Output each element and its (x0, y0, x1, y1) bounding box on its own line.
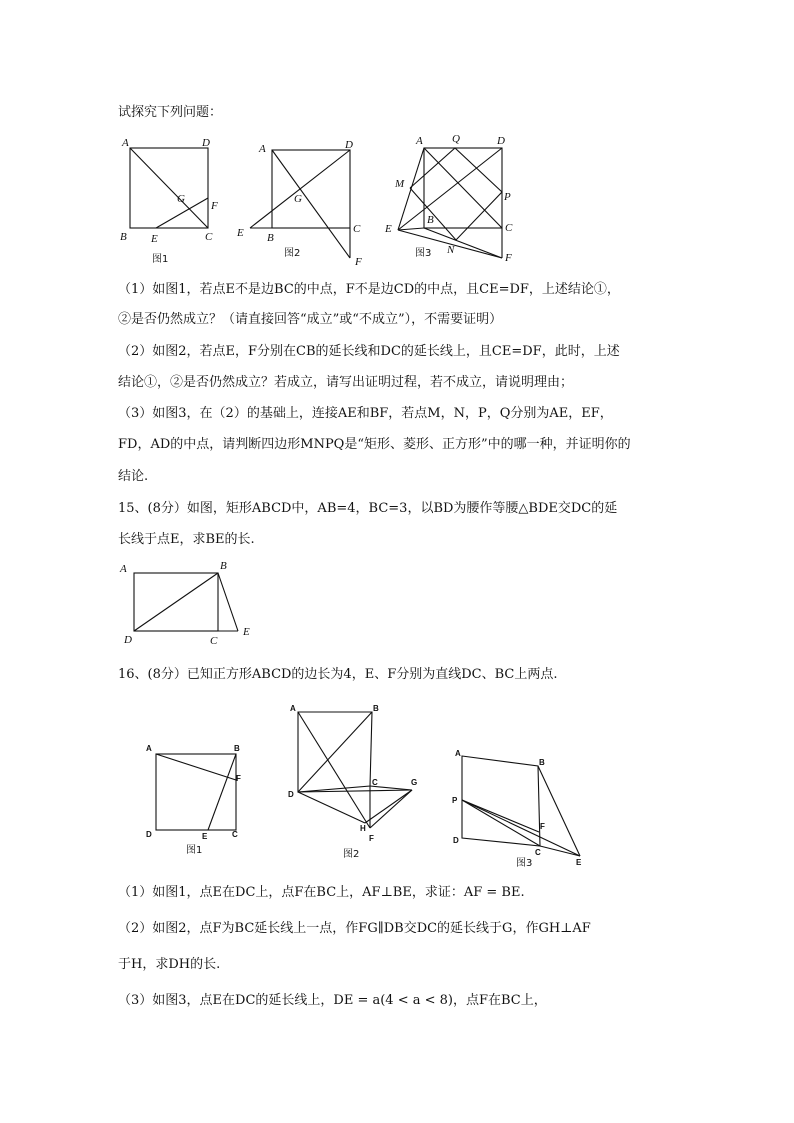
fig3-label-e: E (385, 223, 392, 235)
q15-label-e: E (243, 626, 250, 638)
q16-fig1-label-d: D (146, 830, 152, 839)
q16-fig3-extension-ce (540, 846, 580, 856)
q14-part1-line1: （1）如图1，若点E不是边BC的中点，F不是边CD的中点，且CE=DF，上述结论①， (118, 282, 620, 297)
q16-fig1-label-a: A (146, 744, 152, 753)
q16-fig2-segment-gf (370, 790, 412, 828)
fig1-label-e: E (151, 233, 158, 245)
fig3-label-p: P (504, 191, 511, 203)
fig3-label-m: M (395, 178, 405, 190)
fig2-label-g: G (294, 193, 302, 205)
q16-fig3-label-a: A (455, 749, 461, 758)
q16-fig2-segment-dh (298, 792, 365, 823)
q16-part2-line2: 于H，求DH的长. (118, 957, 221, 972)
q15-line1: 15、(8分）如图，矩形ABCD中，AB=4，BC=3，以BD为腰作等腰△BDE交DC的延 (118, 501, 618, 516)
q16-fig2-segment-gh (365, 790, 412, 823)
fig2-caption: 图2 (284, 248, 301, 259)
q16-fig1-square (156, 754, 236, 830)
q16-part3: （3）如图3，点E在DC的延长线上，DE = a(4 < a < 8)，点F在BC上， (118, 993, 547, 1008)
q16-fig3-label-f: F (540, 822, 545, 831)
fig1-label-g: G (177, 193, 185, 205)
fig2-label-d: D (345, 139, 353, 151)
fig3-label-n: N (447, 244, 455, 256)
fig1-caption: 图1 (152, 254, 169, 265)
q15-line2: 长线于点E，求BE的长. (118, 532, 255, 547)
fig3-label-c: C (505, 222, 513, 234)
q16-fig2-label-b: B (373, 704, 379, 713)
q16-part1: （1）如图1，点E在DC上，点F在BC上，AF⊥BE，求证：AF = BE. (118, 885, 525, 900)
q16-fig3-label-p: P (452, 796, 458, 805)
q16-fig2-label-f: F (369, 834, 374, 843)
q14-part2-line2: 结论①，②是否仍然成立？若成立，请写出证明过程，若不成立，请说明理由； (118, 375, 574, 390)
q16-fig3-square (462, 756, 540, 846)
q16-fig1-label-c: C (232, 830, 238, 839)
q16-fig1-caption: 图1 (186, 845, 203, 856)
q16-fig3-label-b: B (539, 758, 545, 767)
fig3-caption: 图3 (415, 248, 432, 259)
fig1-label-d: D (202, 137, 210, 149)
q16-fig3-label-d: D (453, 836, 459, 845)
q16-fig1-label-f: F (236, 774, 241, 783)
q14-part3-line1: （3）如图3，在（2）的基础上，连接AE和BF，若点M，N，P，Q分别为AE，EF， (118, 406, 613, 421)
q16-fig3-segment-be (538, 766, 580, 856)
q16-fig2-diagonal-db (298, 712, 372, 792)
q16-fig2-diagonal-ac (298, 712, 370, 828)
q14-part2-line1: （2）如图2，若点E，F分别在CB的延长线和DC的延长线上，且CE=DF，此时，上述 (118, 344, 620, 359)
q16-fig2-caption: 图2 (343, 849, 360, 860)
q16-part2-line1: （2）如图2，点F为BC延长线上一点，作FG∥DB交DC的延长线于G，作GH⊥AF (118, 921, 591, 936)
fig1-label-c: C (205, 231, 213, 243)
q16-fig2-label-c: C (372, 778, 378, 787)
q14-part3-line2: FD，AD的中点，请判断四边形MNPQ是“矩形、菱形、正方形”中的哪一种，并证明你的 (118, 437, 631, 452)
fig3-label-a: A (416, 135, 423, 147)
q15-label-c: C (210, 635, 218, 647)
fig3-label-q: Q (452, 133, 460, 145)
q16-fig2-label-g: G (411, 778, 418, 787)
fig3-label-b: B (427, 214, 434, 226)
q14-part3-line3: 结论. (118, 469, 149, 484)
q16-fig2-label-h: H (360, 824, 366, 833)
fig2-label-f: F (355, 256, 362, 268)
q16-fig3-segment-pe (462, 800, 580, 856)
q16-fig1-label-e: E (202, 832, 208, 841)
fig3-label-f: F (505, 252, 512, 264)
fig1-label-b: B (120, 231, 127, 243)
q15-label-b: B (220, 560, 227, 572)
q15-label-d: D (124, 634, 132, 646)
q16-fig3-label-e: E (576, 858, 582, 867)
q16-fig1-segment-be (208, 754, 236, 830)
q16-fig3-caption: 图3 (516, 858, 533, 869)
q16-intro: 16、(8分）已知正方形ABCD的边长为4，E、F分别为直线DC、BC上两点. (118, 667, 558, 682)
q16-fig1-segment-af (156, 754, 236, 780)
fig2-label-b: B (267, 232, 274, 244)
fig2-label-c: C (353, 223, 361, 235)
fig3-label-d: D (497, 135, 505, 147)
fig1-label-f: F (211, 200, 218, 212)
q16-fig3-label-c: C (535, 848, 541, 857)
q16-fig2-label-d: D (288, 790, 294, 799)
fig1-label-a: A (122, 137, 129, 149)
q16-fig1-label-b: B (234, 744, 240, 753)
intro-text: 试探究下列问题： (118, 105, 223, 120)
fig2-label-e: E (237, 227, 244, 239)
q16-fig2-label-a: A (290, 704, 296, 713)
q14-part1-line2: ②是否仍然成立？（请直接回答“成立”或“不成立”），不需要证明） (118, 312, 503, 327)
q15-label-a: A (120, 563, 127, 575)
fig2-label-a: A (259, 143, 266, 155)
q16-fig3-segment-pf (462, 800, 539, 832)
